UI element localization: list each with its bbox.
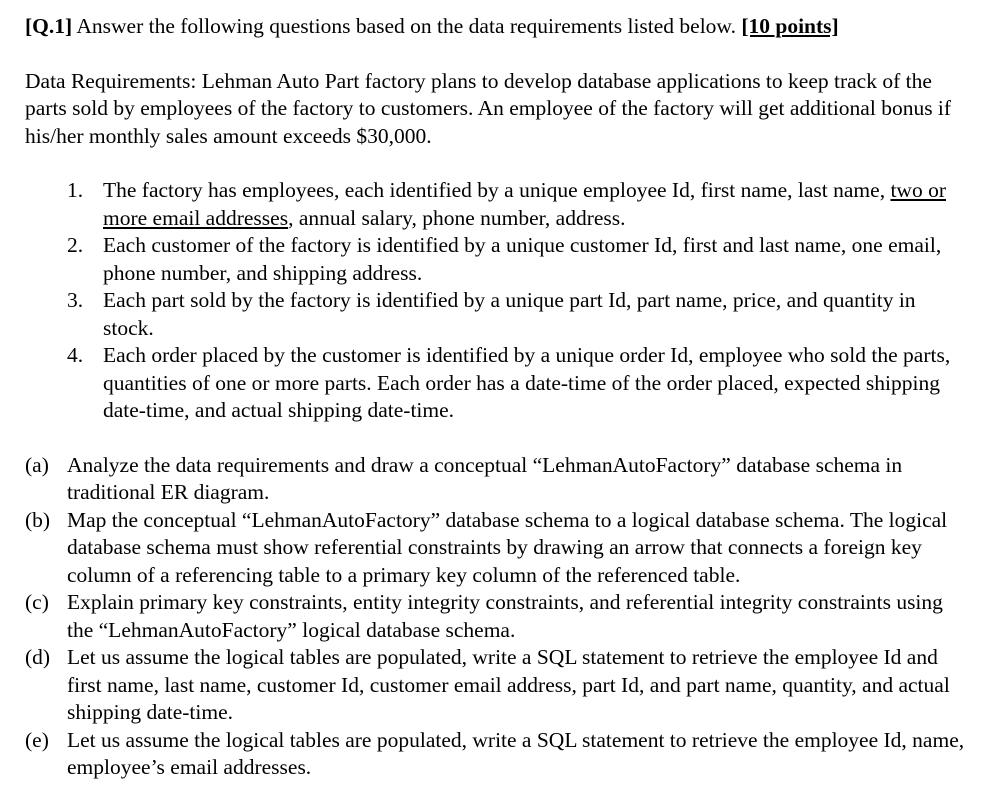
task-text: Explain primary key constraints, entity integrity constraints, and referential integrity constraints using the “LehmanAutoFactory” logical database schema.: [67, 590, 943, 642]
requirement-text: Each part sold by the factory is identified by a unique part Id, part name, price, and quantity in stock.: [103, 288, 916, 340]
data-requirements-paragraph: Data Requirements: Lehman Auto Part factory plans to develop database applications to keep track of the parts sold by employees of the factory to customers. An employee of the factory will get additional bonus if his/her monthly sales amount exceeds $30,000.: [25, 68, 952, 148]
task-item: [25, 589, 966, 644]
task-letter: (d): [25, 645, 51, 669]
requirement-text: The factory has employees, each identified by a unique employee Id, first name, last name,: [103, 178, 891, 202]
task-item: [25, 507, 966, 590]
task-item: [25, 727, 966, 782]
requirement-number: 2.: [67, 233, 84, 257]
requirement-number: 3.: [67, 288, 84, 312]
task-text: Let us assume the logical tables are populated, write a SQL statement to retrieve the employee Id and first name, last name, customer Id, customer email address, part Id, and part name, quantity, and actual shipping date-time.: [67, 645, 950, 724]
requirement-number: 1.: [67, 178, 84, 202]
requirement-item: [25, 177, 966, 232]
task-item: [25, 644, 966, 727]
requirement-item: [25, 342, 966, 425]
question-label: [Q.1]: [25, 14, 73, 38]
requirement-text-tail: , annual salary, phone number, address.: [288, 205, 626, 230]
requirement-item: [25, 287, 966, 342]
question-points: [10 points]: [741, 14, 839, 38]
requirement-underlined-text: two or more email addresses: [103, 178, 946, 230]
task-letter: (e): [25, 727, 49, 752]
task-letter: (a): [25, 452, 49, 477]
task-text: Map the conceptual “LehmanAutoFactory” database schema to a logical database schema. The logical database schema must show referential constraints by drawing an arrow that connects a foreign key column of a referencing table to a primary key column of the referenced table.: [67, 507, 948, 587]
tasks-list: [25, 452, 966, 782]
task-item: [25, 452, 966, 507]
requirement-item: [25, 232, 966, 287]
task-letter: (b): [25, 507, 51, 532]
requirement-number: 4.: [67, 343, 84, 367]
task-text: Let us assume the logical tables are populated, write a SQL statement to retrieve the employee Id, name, employee’s email addresses.: [67, 727, 965, 779]
task-letter: (c): [25, 590, 49, 614]
requirement-text: Each order placed by the customer is identified by a unique order Id, employee who sold the parts, quantities of one or more parts. Each order has a date-time of the order placed, expected shipping date-time, and actual shipping date-time.: [103, 343, 951, 422]
requirement-text: Each customer of the factory is identified by a unique customer Id, first and last name, one email, phone number, and shipping address.: [103, 233, 942, 285]
task-text: Analyze the data requirements and draw a conceptual “LehmanAutoFactory” database schema in traditional ER diagram.: [67, 452, 903, 504]
question-heading: [25, 13, 966, 41]
question-intro: Answer the following questions based on the data requirements listed below.: [72, 14, 742, 38]
requirements-list: [25, 177, 966, 425]
